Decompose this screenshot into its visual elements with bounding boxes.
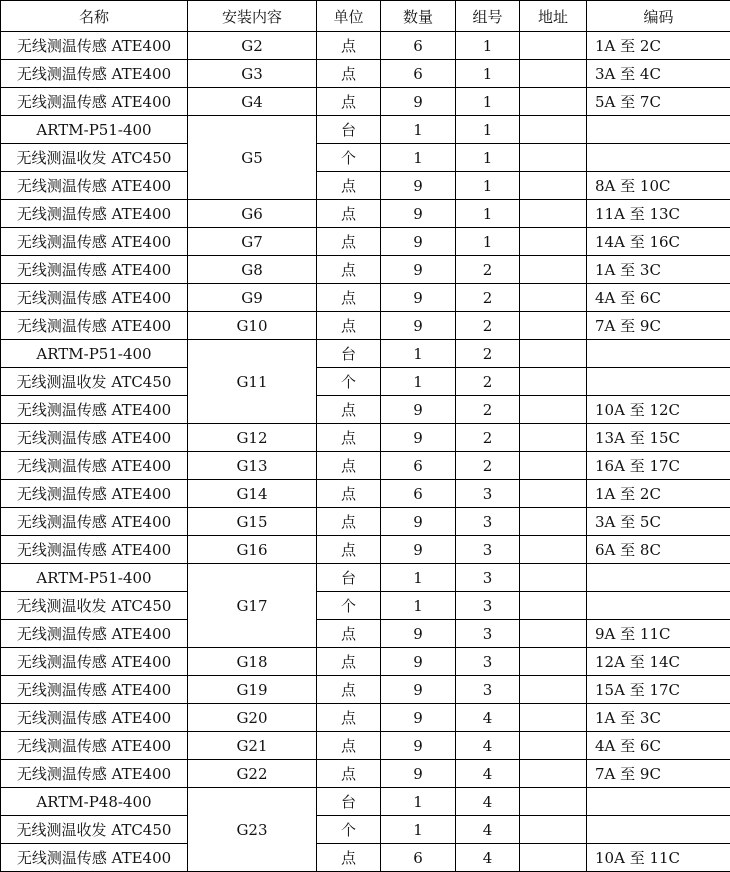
cell-group: 2 <box>456 284 520 312</box>
table-row <box>1 144 730 172</box>
cell-group: 4 <box>456 704 520 732</box>
cell-code <box>587 368 730 396</box>
cell-group: 1 <box>456 228 520 256</box>
cell-group: 1 <box>456 200 520 228</box>
cell-unit: 台 <box>317 340 381 368</box>
cell-unit: 台 <box>317 116 381 144</box>
cell-unit: 点 <box>317 536 381 564</box>
cell-unit: 个 <box>317 592 381 620</box>
cell-code: 7A 至 9C <box>587 312 730 340</box>
cell-address <box>520 452 587 480</box>
cell-group: 4 <box>456 788 520 816</box>
table-row <box>1 88 730 116</box>
header-address: 地址 <box>520 1 587 32</box>
cell-code: 13A 至 15C <box>587 424 730 452</box>
cell-name: 无线测温传感 ATE400 <box>1 312 188 340</box>
cell-qty: 9 <box>381 760 456 788</box>
cell-qty: 1 <box>381 788 456 816</box>
cell-qty: 9 <box>381 284 456 312</box>
cell-name: 无线测温收发 ATC450 <box>1 816 188 844</box>
cell-address <box>520 508 587 536</box>
cell-group: 3 <box>456 648 520 676</box>
cell-qty: 6 <box>381 480 456 508</box>
cell-unit: 点 <box>317 228 381 256</box>
cell-group: 3 <box>456 676 520 704</box>
cell-group: 2 <box>456 312 520 340</box>
cell-code <box>587 116 730 144</box>
cell-location: G7 <box>188 228 317 256</box>
table-row <box>1 452 730 480</box>
cell-group: 4 <box>456 816 520 844</box>
cell-address <box>520 704 587 732</box>
table-row <box>1 480 730 508</box>
cell-name: 无线测温传感 ATE400 <box>1 200 188 228</box>
cell-location: G15 <box>188 508 317 536</box>
table-row <box>1 172 730 200</box>
cell-unit: 台 <box>317 788 381 816</box>
cell-address <box>520 536 587 564</box>
cell-name: ARTM-P51-400 <box>1 116 188 144</box>
cell-group: 3 <box>456 536 520 564</box>
cell-address <box>520 592 587 620</box>
cell-location: G17 <box>188 564 317 648</box>
cell-code: 4A 至 6C <box>587 732 730 760</box>
cell-group: 4 <box>456 732 520 760</box>
cell-qty: 9 <box>381 88 456 116</box>
table-row <box>1 648 730 676</box>
table-row <box>1 340 730 368</box>
cell-unit: 点 <box>317 452 381 480</box>
table-row <box>1 396 730 424</box>
cell-code: 1A 至 2C <box>587 32 730 60</box>
table-row <box>1 200 730 228</box>
cell-name: ARTM-P51-400 <box>1 564 188 592</box>
cell-location: G10 <box>188 312 317 340</box>
header-name: 名称 <box>1 1 188 32</box>
cell-group: 3 <box>456 480 520 508</box>
cell-group: 3 <box>456 592 520 620</box>
cell-group: 1 <box>456 144 520 172</box>
cell-address <box>520 116 587 144</box>
cell-code: 1A 至 3C <box>587 704 730 732</box>
cell-address <box>520 760 587 788</box>
cell-code: 10A 至 12C <box>587 396 730 424</box>
cell-address <box>520 228 587 256</box>
cell-group: 2 <box>456 424 520 452</box>
cell-qty: 9 <box>381 172 456 200</box>
cell-address <box>520 144 587 172</box>
table-row <box>1 32 730 60</box>
cell-address <box>520 256 587 284</box>
cell-qty: 1 <box>381 144 456 172</box>
cell-qty: 6 <box>381 32 456 60</box>
cell-group: 2 <box>456 452 520 480</box>
cell-qty: 1 <box>381 592 456 620</box>
cell-name: 无线测温收发 ATC450 <box>1 592 188 620</box>
cell-address <box>520 564 587 592</box>
table-row <box>1 424 730 452</box>
cell-code: 15A 至 17C <box>587 676 730 704</box>
table-row <box>1 704 730 732</box>
table-row <box>1 620 730 648</box>
cell-location: G8 <box>188 256 317 284</box>
cell-code <box>587 340 730 368</box>
cell-name: 无线测温传感 ATE400 <box>1 396 188 424</box>
cell-group: 3 <box>456 508 520 536</box>
cell-code: 11A 至 13C <box>587 200 730 228</box>
cell-unit: 点 <box>317 732 381 760</box>
cell-name: 无线测温传感 ATE400 <box>1 172 188 200</box>
cell-name: 无线测温传感 ATE400 <box>1 844 188 872</box>
cell-name: 无线测温收发 ATC450 <box>1 368 188 396</box>
cell-address <box>520 844 587 872</box>
cell-name: 无线测温传感 ATE400 <box>1 480 188 508</box>
cell-location: G21 <box>188 732 317 760</box>
cell-location: G20 <box>188 704 317 732</box>
table-body <box>1 32 730 872</box>
cell-qty: 6 <box>381 60 456 88</box>
table-row <box>1 508 730 536</box>
header-qty: 数量 <box>381 1 456 32</box>
table-row <box>1 816 730 844</box>
table-row <box>1 368 730 396</box>
cell-address <box>520 424 587 452</box>
cell-unit: 点 <box>317 648 381 676</box>
cell-name: 无线测温传感 ATE400 <box>1 676 188 704</box>
cell-qty: 9 <box>381 424 456 452</box>
cell-location: G23 <box>188 788 317 872</box>
table-row <box>1 312 730 340</box>
table-row <box>1 592 730 620</box>
table-row <box>1 284 730 312</box>
cell-address <box>520 200 587 228</box>
table-row <box>1 732 730 760</box>
cell-qty: 9 <box>381 732 456 760</box>
cell-address <box>520 368 587 396</box>
cell-code: 8A 至 10C <box>587 172 730 200</box>
cell-qty: 9 <box>381 704 456 732</box>
cell-address <box>520 676 587 704</box>
cell-address <box>520 732 587 760</box>
cell-group: 3 <box>456 620 520 648</box>
cell-location: G2 <box>188 32 317 60</box>
cell-qty: 9 <box>381 676 456 704</box>
cell-code <box>587 788 730 816</box>
cell-qty: 9 <box>381 620 456 648</box>
cell-name: 无线测温收发 ATC450 <box>1 144 188 172</box>
cell-location: G3 <box>188 60 317 88</box>
cell-location: G22 <box>188 760 317 788</box>
table-row <box>1 536 730 564</box>
cell-location: G18 <box>188 648 317 676</box>
cell-unit: 点 <box>317 172 381 200</box>
header-group: 组号 <box>456 1 520 32</box>
table-row <box>1 760 730 788</box>
cell-location: G13 <box>188 452 317 480</box>
cell-unit: 点 <box>317 676 381 704</box>
cell-code: 3A 至 5C <box>587 508 730 536</box>
cell-unit: 点 <box>317 60 381 88</box>
cell-qty: 1 <box>381 340 456 368</box>
cell-unit: 点 <box>317 256 381 284</box>
cell-location: G14 <box>188 480 317 508</box>
table-row <box>1 116 730 144</box>
cell-name: ARTM-P51-400 <box>1 340 188 368</box>
cell-code: 12A 至 14C <box>587 648 730 676</box>
cell-unit: 点 <box>317 704 381 732</box>
cell-unit: 点 <box>317 312 381 340</box>
header-code: 编码 <box>587 1 730 32</box>
cell-unit: 点 <box>317 200 381 228</box>
cell-code <box>587 816 730 844</box>
cell-group: 4 <box>456 760 520 788</box>
cell-address <box>520 648 587 676</box>
cell-location: G5 <box>188 116 317 200</box>
cell-name: 无线测温传感 ATE400 <box>1 704 188 732</box>
cell-qty: 9 <box>381 396 456 424</box>
table-row <box>1 60 730 88</box>
cell-qty: 9 <box>381 648 456 676</box>
cell-address <box>520 312 587 340</box>
header-unit: 单位 <box>317 1 381 32</box>
cell-unit: 点 <box>317 88 381 116</box>
table-row <box>1 788 730 816</box>
cell-name: 无线测温传感 ATE400 <box>1 732 188 760</box>
table-row <box>1 228 730 256</box>
cell-group: 1 <box>456 60 520 88</box>
cell-unit: 点 <box>317 508 381 536</box>
cell-name: 无线测温传感 ATE400 <box>1 256 188 284</box>
cell-location: G11 <box>188 340 317 424</box>
cell-address <box>520 172 587 200</box>
cell-group: 2 <box>456 368 520 396</box>
cell-group: 2 <box>456 340 520 368</box>
cell-qty: 6 <box>381 452 456 480</box>
cell-name: ARTM-P48-400 <box>1 788 188 816</box>
cell-name: 无线测温传感 ATE400 <box>1 32 188 60</box>
cell-name: 无线测温传感 ATE400 <box>1 88 188 116</box>
cell-qty: 9 <box>381 228 456 256</box>
cell-code: 9A 至 11C <box>587 620 730 648</box>
cell-qty: 9 <box>381 200 456 228</box>
table-row <box>1 676 730 704</box>
cell-location: G4 <box>188 88 317 116</box>
cell-unit: 个 <box>317 368 381 396</box>
cell-group: 2 <box>456 396 520 424</box>
cell-location: G9 <box>188 284 317 312</box>
cell-address <box>520 480 587 508</box>
cell-qty: 1 <box>381 816 456 844</box>
cell-address <box>520 60 587 88</box>
cell-qty: 1 <box>381 116 456 144</box>
cell-code: 4A 至 6C <box>587 284 730 312</box>
cell-address <box>520 620 587 648</box>
cell-name: 无线测温传感 ATE400 <box>1 284 188 312</box>
cell-group: 1 <box>456 32 520 60</box>
cell-code: 6A 至 8C <box>587 536 730 564</box>
cell-qty: 9 <box>381 536 456 564</box>
cell-group: 1 <box>456 172 520 200</box>
cell-unit: 点 <box>317 32 381 60</box>
cell-group: 1 <box>456 88 520 116</box>
cell-name: 无线测温传感 ATE400 <box>1 648 188 676</box>
cell-name: 无线测温传感 ATE400 <box>1 228 188 256</box>
cell-code <box>587 144 730 172</box>
cell-code: 10A 至 11C <box>587 844 730 872</box>
cell-address <box>520 32 587 60</box>
table-row <box>1 564 730 592</box>
cell-unit: 个 <box>317 816 381 844</box>
cell-code: 7A 至 9C <box>587 760 730 788</box>
table-row <box>1 844 730 872</box>
cell-address <box>520 88 587 116</box>
cell-group: 3 <box>456 564 520 592</box>
cell-address <box>520 340 587 368</box>
cell-code <box>587 592 730 620</box>
cell-qty: 9 <box>381 508 456 536</box>
cell-qty: 9 <box>381 256 456 284</box>
header-location: 安装内容 <box>188 1 317 32</box>
cell-qty: 6 <box>381 844 456 872</box>
cell-unit: 点 <box>317 396 381 424</box>
cell-code: 5A 至 7C <box>587 88 730 116</box>
cell-qty: 1 <box>381 368 456 396</box>
cell-unit: 点 <box>317 480 381 508</box>
cell-code <box>587 564 730 592</box>
cell-qty: 1 <box>381 564 456 592</box>
cell-address <box>520 816 587 844</box>
cell-address <box>520 396 587 424</box>
cell-unit: 点 <box>317 620 381 648</box>
cell-group: 2 <box>456 256 520 284</box>
cell-name: 无线测温传感 ATE400 <box>1 60 188 88</box>
cell-unit: 点 <box>317 424 381 452</box>
cell-qty: 9 <box>381 312 456 340</box>
cell-unit: 个 <box>317 144 381 172</box>
cell-code: 1A 至 3C <box>587 256 730 284</box>
cell-unit: 点 <box>317 760 381 788</box>
cell-location: G6 <box>188 200 317 228</box>
cell-location: G19 <box>188 676 317 704</box>
cell-location: G16 <box>188 536 317 564</box>
cell-name: 无线测温传感 ATE400 <box>1 508 188 536</box>
cell-name: 无线测温传感 ATE400 <box>1 424 188 452</box>
cell-location: G12 <box>188 424 317 452</box>
cell-group: 4 <box>456 844 520 872</box>
cell-address <box>520 788 587 816</box>
table-row <box>1 256 730 284</box>
cell-unit: 点 <box>317 844 381 872</box>
cell-code: 3A 至 4C <box>587 60 730 88</box>
cell-name: 无线测温传感 ATE400 <box>1 620 188 648</box>
cell-code: 16A 至 17C <box>587 452 730 480</box>
cell-code: 1A 至 2C <box>587 480 730 508</box>
cell-code: 14A 至 16C <box>587 228 730 256</box>
cell-name: 无线测温传感 ATE400 <box>1 452 188 480</box>
cell-group: 1 <box>456 116 520 144</box>
header-row <box>1 1 730 32</box>
cell-name: 无线测温传感 ATE400 <box>1 536 188 564</box>
cell-unit: 点 <box>317 284 381 312</box>
cell-name: 无线测温传感 ATE400 <box>1 760 188 788</box>
cell-address <box>520 284 587 312</box>
cell-unit: 台 <box>317 564 381 592</box>
